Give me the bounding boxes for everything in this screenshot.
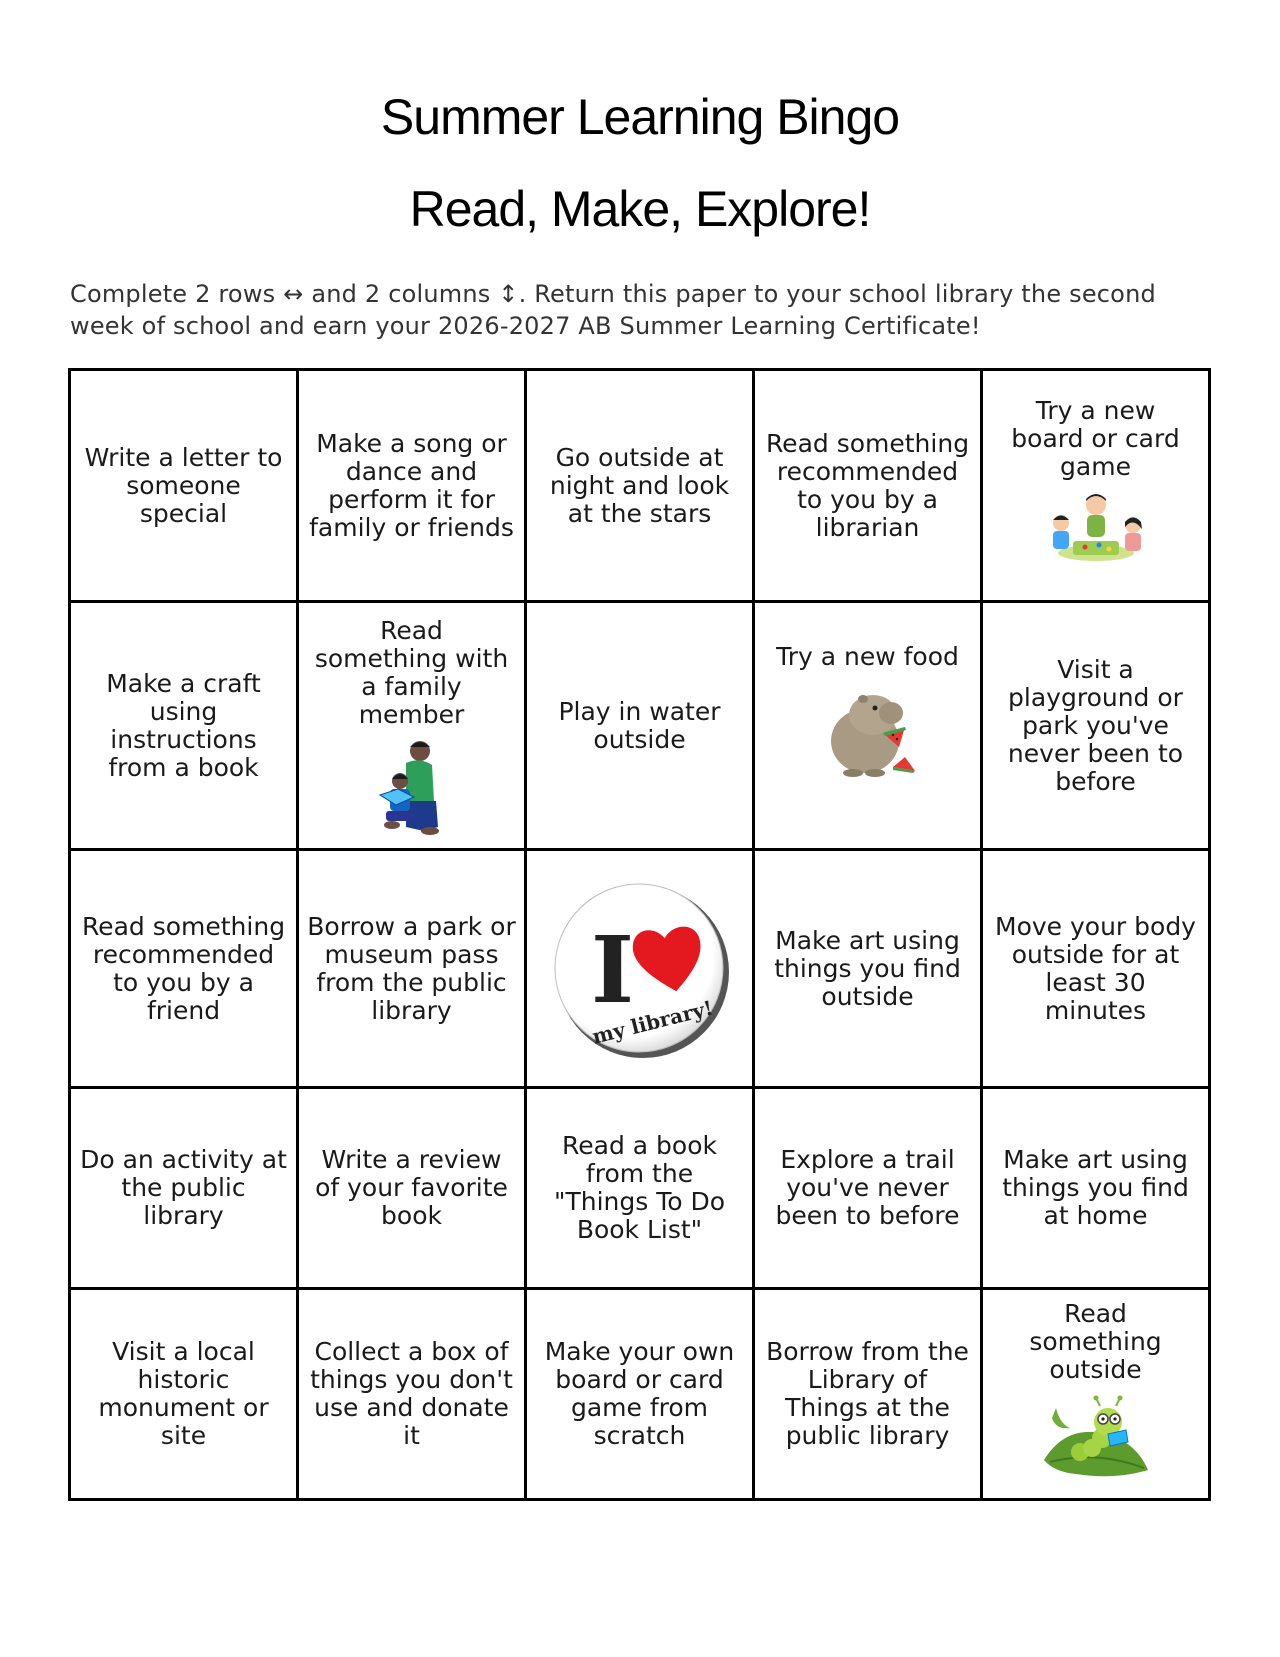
bingo-cell[interactable] <box>983 1089 1208 1290</box>
bingo-cell[interactable] <box>755 1290 983 1498</box>
kids-board-game-icon <box>1041 491 1151 563</box>
cell-label: Write a letter to someone special <box>84 442 283 528</box>
cell-label: Make your own board or card game from scratch <box>544 1337 735 1450</box>
cell-label: Make art using things you find outside <box>774 925 961 1011</box>
cell-label: Make a craft using instructions from a book <box>106 668 261 782</box>
free-space-cell[interactable] <box>527 851 755 1089</box>
cell-label: Make art using things you find at home <box>1002 1145 1189 1230</box>
cell-label: Read something recommended to you by a librarian <box>765 428 970 542</box>
bingo-cell[interactable] <box>755 371 983 603</box>
cell-label: Play in water outside <box>558 696 721 754</box>
page-subtitle: Read, Make, Explore! <box>409 181 871 237</box>
cell-label: Borrow from the Library of Things at the public library <box>766 1337 969 1450</box>
cell-label: Borrow a park or museum pass from the public library <box>307 911 516 1025</box>
bingo-cell[interactable] <box>755 603 983 851</box>
bingo-cell[interactable] <box>527 603 755 851</box>
bingo-cell[interactable] <box>71 1290 299 1498</box>
cell-label: Explore a trail you've never been to before <box>775 1145 960 1230</box>
bingo-cell[interactable] <box>299 1290 527 1498</box>
cell-label: Read something recommended to you by a friend <box>81 911 286 1025</box>
bingo-cell[interactable] <box>983 603 1208 851</box>
bingo-cell[interactable] <box>983 851 1208 1089</box>
cell-label: Try a new board or card game <box>1011 396 1180 481</box>
bingo-cell[interactable] <box>527 1089 755 1290</box>
bingo-cell[interactable] <box>71 1089 299 1290</box>
bingo-cell[interactable] <box>983 371 1208 603</box>
cell-label: Read something with a family member <box>314 616 509 729</box>
bingo-cell[interactable] <box>755 1089 983 1290</box>
cell-label: Visit a playground or park you've never been to before <box>1007 654 1184 796</box>
bingo-cell[interactable] <box>527 1290 755 1498</box>
instructions-text: Complete 2 rows ↔ and 2 columns ↕. Return this paper to your school library the second week of school and earn your 2026-2027 AB Summer Learning Certificate! <box>70 280 1156 340</box>
bookworm-reading-on-leaf-icon <box>1036 1394 1156 1480</box>
bingo-board <box>68 368 1211 1501</box>
cell-label: Collect a box of things you don't use and donate it <box>310 1337 513 1450</box>
cell-label: Do an activity at the public library <box>80 1145 287 1230</box>
page-title: Summer Learning Bingo <box>380 89 900 145</box>
cell-label: Write a review of your favorite book <box>315 1145 508 1230</box>
bingo-cell[interactable] <box>71 371 299 603</box>
bingo-cell[interactable] <box>71 851 299 1089</box>
i-love-my-library-badge <box>545 874 735 1064</box>
badge-big-letter: I <box>590 915 634 1024</box>
bingo-cell[interactable] <box>299 1089 527 1290</box>
bingo-cell[interactable] <box>755 851 983 1089</box>
cell-label: Read a book from the "Things To Do Book List" <box>553 1131 726 1244</box>
cell-label: Make a song or dance and perform it for family or friends <box>309 428 514 542</box>
badge-text: my library! <box>589 995 715 1049</box>
bingo-cell[interactable] <box>71 603 299 851</box>
bingo-cell[interactable] <box>983 1290 1208 1498</box>
cell-label: Try a new food <box>776 642 959 671</box>
cell-label: Move your body outside for at least 30 minutes <box>995 911 1196 1025</box>
bingo-cell[interactable] <box>299 603 527 851</box>
cell-label: Visit a local historic monument or site <box>98 1337 269 1450</box>
capybara-eating-watermelon-icon <box>813 681 923 781</box>
bingo-cell[interactable] <box>527 371 755 603</box>
bingo-cell[interactable] <box>299 851 527 1089</box>
cell-label: Go outside at night and look at the stars <box>549 442 730 528</box>
parent-child-reading-icon <box>372 739 452 835</box>
bingo-cell[interactable] <box>299 371 527 603</box>
cell-label: Read something outside <box>1029 1299 1162 1384</box>
